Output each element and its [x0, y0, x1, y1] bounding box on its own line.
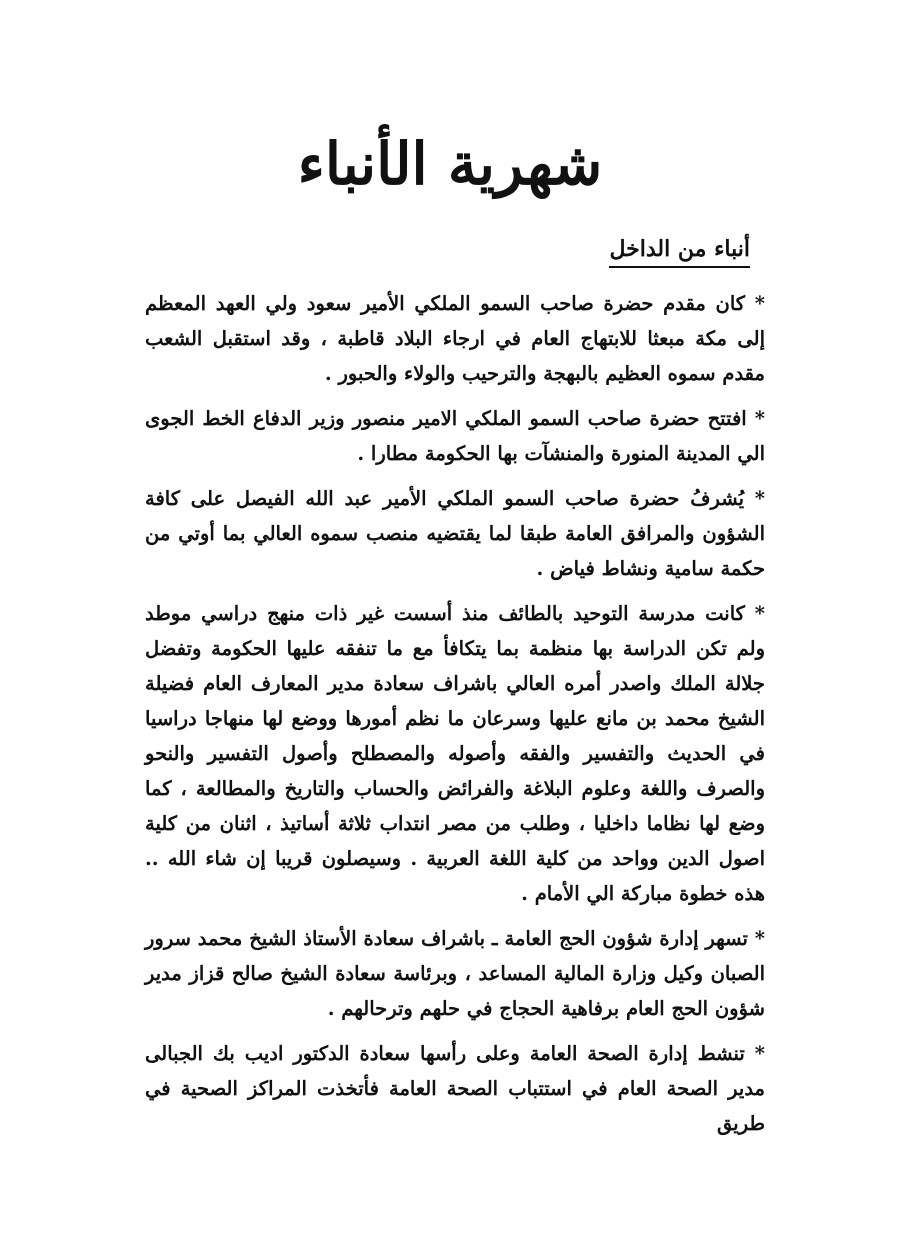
news-item: * افتتح حضرة صاحب السمو الملكي الامير منصور وزير الدفاع الخط الجوى الي المدينة المنورة والمنشآت بها الحكومة مطارا . — [145, 407, 765, 465]
section-heading: أنباء من الداخل — [609, 236, 750, 268]
article-body — [145, 286, 765, 1151]
news-item: * كان مقدم حضرة صاحب السمو الملكي الأمير سعود ولي العهد المعظم إلى مكة مبعثا للابتهاج العام في ارجاء البلاد قاطبة ، وقد استقبل الشعب مقدم سموه العظيم بالبهجة والترحيب والولاء والحبور . — [145, 292, 765, 385]
masthead-title: شهرية الأنباء — [297, 130, 603, 198]
news-item: * تسهر إدارة شؤون الحج العامة ـ باشراف سعادة الأستاذ الشيخ محمد سرور الصبان وكيل وزارة المالية المساعد ، وبرئاسة سعادة الشيخ صالح قزاز مدير شؤون الحج العام برفاهية الحجاج في حلهم وترحالهم . — [145, 927, 765, 1020]
news-item: * كانت مدرسة التوحيد بالطائف منذ أسست غير ذات منهج دراسي موطد ولم تكن الدراسة بها منظمة بما يتكافأ مع ما تنفقه عليها الحكومة وتفضل جلالة الملك واصدر أمره العالي باشراف سعادة مدير المعارف العام فضيلة الشيخ محمد بن مانع عليها وسرعان ما نظم أمورها ووضع لها منهاجا دراسيا في الحديث والتفسير والفقه وأصوله والمصطلح وأصول التفسير والنحو والصرف واللغة وعلوم البلاغة والفرائض والحساب والتاريخ والمطالعة ، كما وضع لها نظاما داخليا ، وطلب من مصر انتداب ثلاثة أساتيذ ، اثنان من كلية اصول الدين وواحد من كلية اللغة العربية . وسيصلون قريبا إن شاء الله .. هذه خطوة مباركة الي الأمام . — [145, 602, 765, 905]
news-item: * تنشط إدارة الصحة العامة وعلى رأسها سعادة الدكتور اديب بك الجبالى مدير الصحة العام في استتباب الصحة العامة فأتخذت المراكز الصحية في طريق — [145, 1042, 765, 1135]
masthead — [0, 130, 900, 198]
news-item: * يُشرفُ حضرة صاحب السمو الملكي الأمير عبد الله الفيصل على كافة الشؤون والمرافق العامة طبقا لما يقتضيه منصب سموه العالي بما أوتي من حكمة سامية ونشاط فياض . — [145, 487, 765, 580]
